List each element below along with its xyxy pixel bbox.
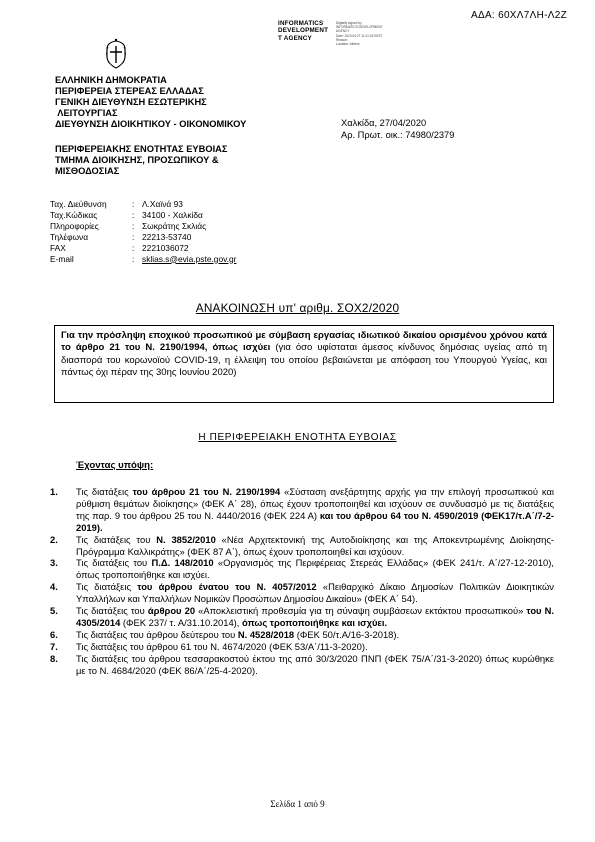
item-text-part: «Οργανισμός της Περιφέρειας Στερεάς Ελλάδας» (ΦΕΚ 241/τ. Α΄/27-12-2010), όπως τροποποιήθηκε και ισχύει. xyxy=(76,557,554,581)
item-text xyxy=(76,486,554,534)
email-link[interactable]: sklias.s@evia.pste.gov.gr xyxy=(142,253,237,264)
contact-separator: : xyxy=(132,199,135,209)
protocol-number: Αρ. Πρωτ. οικ.: 74980/2379 xyxy=(341,130,455,140)
item-text-part: «Σύσταση ανεξάρτητης αρχής για την επιλογή προσωπικού και ρύθμιση θεμάτων διοίκησης» (ΦΕΚ Α΄ 28), όπως έχουν τροποποιηθεί και ισχύουν σε συνδυασμό με τις διατάξεις της παρ. 9 του άρθρου 25 του Ν. 4440/2016 (ΦΕΚ 224 Α) xyxy=(76,486,554,521)
contact-value: 2221036072 xyxy=(142,242,189,253)
contact-label: Ταχ. Διεύθυνση xyxy=(50,199,107,209)
contact-label: Ταχ.Κώδικας xyxy=(50,209,98,220)
item-text-bold: άρθρου 20 xyxy=(147,605,196,617)
contact-row xyxy=(50,232,236,243)
item-text-part: «Πειθαρχικό Δίκαιο Δημοσίων Πολιτικών Διοικητικών Υπαλλήλων και Υπαλλήλων Νομικών Προσώπων Δημοσίου Δικαίου» (ΦΕΚ Α΄ 54). xyxy=(76,581,554,605)
date-protocol-block xyxy=(341,117,454,141)
department-line: ΠΕΡΙΦΕΡΕΙΑΚΗΣ ΕΝΟΤΗΤΑΣ ΕΥΒΟΙΑΣ xyxy=(55,144,228,154)
contact-row xyxy=(50,199,236,210)
issuing-department xyxy=(55,144,227,177)
legal-basis-item xyxy=(50,557,554,581)
signature-agency-line: T AGENCY xyxy=(278,34,312,42)
signature-detail-line: INFORMATICS DEVELOPMENT xyxy=(336,25,383,30)
item-text-part: Τις διατάξεις xyxy=(76,486,133,497)
legal-basis-list xyxy=(50,486,554,677)
contact-value: 22213-53740 xyxy=(142,231,192,242)
item-text-bold: όπως τροποποιήθηκε και ισχύει. xyxy=(242,616,388,628)
item-number: 7. xyxy=(50,640,58,652)
subject-main: Για την πρόσληψη εποχικού προσωπικού με σύμβαση εργασίας ιδιωτικού δικαίου ορισμένου χρόνου κατά το άρθρο 21 του Ν. 2190/1994, όπως ισχύει xyxy=(61,330,547,354)
contact-details xyxy=(50,199,236,264)
authority-line: ΔΙΕΥΘΥΝΣΗ ΔΙΟΙΚΗΤΙΚΟΥ - ΟΙΚΟΝΟΜΙΚΟΥ xyxy=(55,119,247,129)
item-text-bold: του άρθρου ένατου του Ν. 4057/2012 xyxy=(137,581,317,593)
contact-value: 34100 - Χαλκίδα xyxy=(142,209,203,220)
legal-basis-item xyxy=(50,534,554,558)
signature-detail-line: Location: Athens xyxy=(336,42,360,47)
contact-value: Σωκράτης Σκλιάς xyxy=(142,220,207,231)
contact-value: Λ.Χαϊνά 93 xyxy=(142,199,183,209)
authority-line: ΕΛΛΗΝΙΚΗ ΔΗΜΟΚΡΑΤΙΑ xyxy=(55,75,167,85)
item-text xyxy=(76,605,554,629)
item-text xyxy=(76,641,554,653)
item-text xyxy=(76,629,554,641)
contact-label: E-mail xyxy=(50,253,74,264)
authority-line: ΠΕΡΙΦΕΡΕΙΑ ΣΤΕΡΕΑΣ ΕΛΛΑΔΑΣ xyxy=(55,86,204,96)
item-number: 6. xyxy=(50,628,58,640)
page-number: Σελίδα 1 από 9 xyxy=(270,799,325,809)
place-date: Χαλκίδα, 27/04/2020 xyxy=(341,118,427,128)
subject-details: (για όσο υφίσταται άμεσος κίνδυνος δημόσιας υγείας από τη διασπορά του κορωνοϊού COVID-19, η έλλειψη του οποίου βεβαιώνεται με απόφαση του Υπουργού Υγείας, και πάντως όχι πέραν της 30ης Ιουνίου 2020) xyxy=(61,342,547,378)
item-text-part: Τις διατάξεις xyxy=(76,581,138,593)
item-text-part: Τις διατάξεις του xyxy=(76,605,148,617)
item-text-part: (ΦΕΚ 237/ τ. Α/31.10.2014), xyxy=(120,616,243,628)
item-text-part: «Νέα Αρχιτεκτονική της Αυτοδιοίκησης και της Αποκεντρωμένης Διοίκησης- Πρόγραμμα Καλλικράτης» (ΦΕΚ 87 Α΄), όπως έχουν τροποποιηθεί και ισχύουν. xyxy=(76,533,554,557)
signature-agency-line: INFORMATICS xyxy=(278,20,324,27)
contact-row xyxy=(50,243,236,254)
authority-heading: Η ΠΕΡΙΦΕΡΕΙΑΚΗ ΕΝΟΤΗΤΑ ΕΥΒΟΙΑΣ xyxy=(198,432,397,443)
signature-details xyxy=(336,21,416,46)
signature-agency-line: DEVELOPMENT xyxy=(278,27,329,35)
announcement-title: ΑΝΑΚΟΙΝΩΣΗ υπ' αριθμ. ΣΟΧ2/2020 xyxy=(195,301,400,315)
legal-basis-item xyxy=(50,653,554,677)
contact-separator: : xyxy=(132,220,135,231)
item-number: 8. xyxy=(50,652,58,664)
issuing-authority xyxy=(55,75,246,130)
greek-emblem-icon xyxy=(104,38,128,70)
item-number: 2. xyxy=(50,533,58,545)
department-line: ΤΜΗΜΑ ΔΙΟΙΚΗΣΗΣ, ΠΡΟΣΩΠΙΚΟΥ & xyxy=(55,155,219,165)
signature-detail-line: Reason: xyxy=(336,37,348,42)
item-text-bold: Π.Δ. 148/2010 xyxy=(151,557,214,569)
item-text xyxy=(76,557,554,581)
item-text-bold: Ν. 4528/2018 xyxy=(237,628,295,640)
contact-label: Τηλέφωνα xyxy=(50,231,89,242)
item-text-bold: του Ν. 4305/2014 xyxy=(76,605,554,628)
contact-separator: : xyxy=(132,242,135,253)
item-text-part: «Αποκλειστική προθεσμία για τη σύναψη συμβάσεων εκτάκτου προσωπικού» xyxy=(195,605,527,617)
item-text xyxy=(76,653,554,677)
authority-line: ΓΕΝΙΚΗ ΔΙΕΥΘΥΝΣΗ ΕΣΩΤΕΡΙΚΗΣ xyxy=(55,97,207,107)
item-text xyxy=(76,534,554,558)
item-text-part: (ΦΕΚ 50/τ.Α/16-3-2018). xyxy=(294,628,400,640)
item-text-bold: του άρθρου 21 του Ν. 2190/1994 xyxy=(132,486,281,497)
contact-label: FAX xyxy=(50,242,66,253)
ada-number: ΑΔΑ: 60ΧΛ7ΛΗ-Λ2Ζ xyxy=(471,10,567,21)
item-text-bold: και του άρθρου 64 του Ν. 4590/2019 (ΦΕΚ17/τ.Α΄/7-2-2019). xyxy=(76,509,554,533)
contact-separator: : xyxy=(132,231,135,242)
signature-detail-line: Date: 2020.04.27 11:11:15 EEST xyxy=(336,33,383,38)
legal-basis-item xyxy=(50,581,554,605)
department-line: ΜΙΣΘΟΔΟΣΙΑΣ xyxy=(55,166,120,176)
signature-detail-line: Digitally signed by xyxy=(336,21,362,25)
item-text-part: Τις διατάξεις του άρθρου δεύτερου του xyxy=(76,628,238,640)
item-text-part: Τις διατάξεις του άρθρου τεσσαρακοστού έκτου της από 30/3/2020 ΠΝΠ (ΦΕΚ 75/Α΄/31-3-2020) όπως κυρώθηκε με το Ν. 4684/2020 (ΦΕΚ 86/Α΄/25-4-2020). xyxy=(76,652,554,676)
contact-label: Πληροφορίες xyxy=(50,220,99,231)
item-text-part: Τις διατάξεις του άρθρου 61 του Ν. 4674/2020 (ΦΕΚ 53/Α΄/11-3-2020). xyxy=(76,640,368,652)
item-text xyxy=(76,581,554,605)
contact-row xyxy=(50,221,236,232)
signature-detail-line: AGENCY xyxy=(336,29,350,34)
signature-agency-name xyxy=(278,20,328,42)
contact-separator: : xyxy=(132,253,135,264)
item-text-bold: Ν. 3852/2010 xyxy=(156,533,216,545)
authority-line: ΛΕΙΤΟΥΡΓΙΑΣ xyxy=(55,108,118,118)
legal-basis-item xyxy=(50,629,554,641)
legal-basis-item xyxy=(50,641,554,653)
item-number: 5. xyxy=(50,605,58,617)
item-number: 1. xyxy=(50,486,58,497)
item-text-part: Τις διατάξεις του xyxy=(76,533,157,545)
considering-heading: Έχοντας υπόψη: xyxy=(76,460,154,471)
item-number: 4. xyxy=(50,581,58,593)
legal-basis-item xyxy=(50,605,554,629)
subject-box xyxy=(54,325,554,403)
item-text-part: Τις διατάξεις του xyxy=(76,557,152,569)
contact-row xyxy=(50,210,236,221)
contact-row xyxy=(50,254,236,265)
item-number: 3. xyxy=(50,557,58,569)
contact-separator: : xyxy=(132,209,135,220)
legal-basis-item xyxy=(50,486,554,534)
